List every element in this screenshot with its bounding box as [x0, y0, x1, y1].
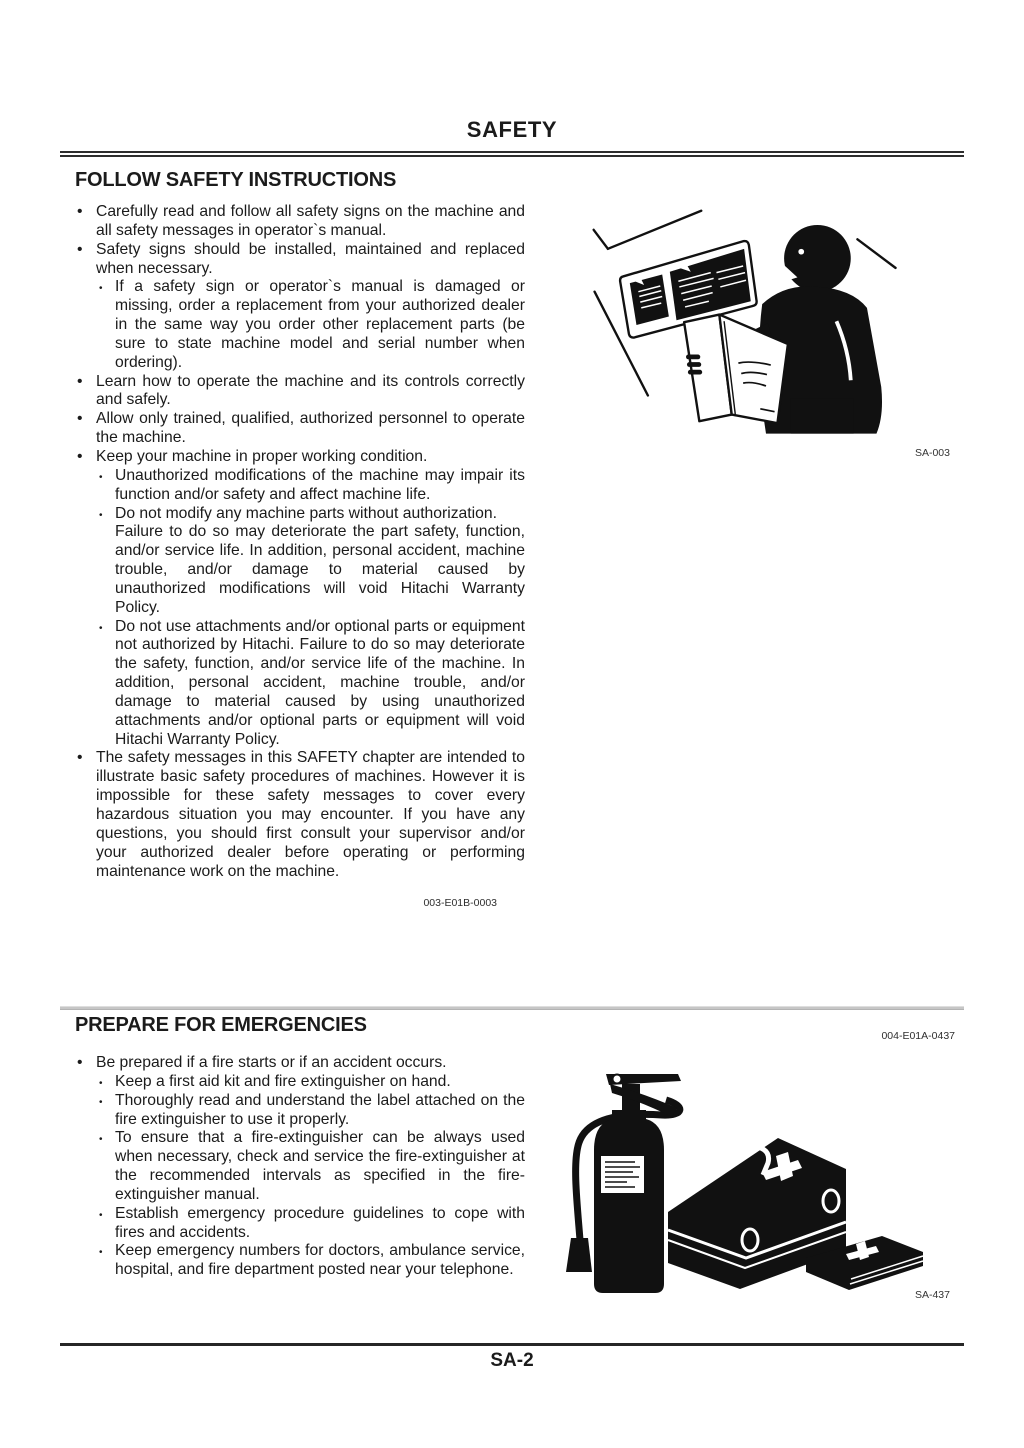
sub-bullet-icon: •: [99, 471, 103, 483]
list-item: [75, 203, 525, 241]
fire-extinguisher-first-aid-kit-illustration: [550, 1050, 990, 1330]
list-item: [75, 618, 525, 750]
list-item-text: To ensure that a fire-extinguisher can be always used when necessary, check and service the fire-extinguisher at the recommended intervals as specified in the fire-extinguisher manual.: [115, 1129, 525, 1203]
bullet-icon: •: [77, 240, 83, 258]
list-item-text: Unauthorized modifications of the machine may impair its function and/or safety and affect machine life.: [115, 466, 525, 503]
sub-bullet-icon: •: [99, 1247, 103, 1259]
bullet-icon: •: [77, 447, 83, 465]
section-reference-code: 004-E01A-0437: [881, 1030, 955, 1042]
list-item: [75, 1205, 525, 1243]
list-item-text: Carefully read and follow all safety signs on the machine and all safety messages in operator`s manual.: [96, 203, 525, 239]
list-item: [75, 749, 525, 881]
header-double-rule: [60, 151, 964, 157]
list-item: [75, 373, 525, 411]
list-item-text: The safety messages in this SAFETY chapter are intended to illustrate basic safety procedures of machines. However it is impossible for these safety messages to cover every hazardous situation you may encounter. If you have any questions, you should first consult your supervisor and/or your authorized dealer before operating or performing maintenance work on the machine.: [96, 749, 525, 880]
bullet-icon: •: [77, 410, 83, 428]
sub-bullet-icon: •: [99, 283, 103, 295]
list-item-text: Do not modify any machine parts without authorization.: [115, 504, 497, 522]
sub-bullet-icon: •: [99, 509, 103, 521]
list-item: [75, 505, 525, 618]
operator-reading-manual-illustration: [566, 182, 966, 449]
sub-bullet-icon: •: [99, 1134, 103, 1146]
list-item: [75, 241, 525, 279]
section-divider-rule: [60, 1006, 964, 1010]
extinguisher-body: [594, 1110, 664, 1293]
extinguisher-nozzle: [566, 1238, 592, 1272]
list-item-text: Allow only trained, qualified, authorized personnel to operate the machine.: [96, 410, 525, 447]
list-item-continuation: Failure to do so may deteriorate the part safety, function, and/or service life. In addition, personal accident, machine trouble, and/or damage to material caused by unauthorized modifications will void Hitachi Warranty Policy.: [115, 523, 525, 616]
fire-extinguisher: [566, 1074, 681, 1293]
list-item-text: Do not use attachments and/or optional parts or equipment not authorized by Hitachi. Failure to do so may deteriorate the safety, function, and/or service life of the machine. In addition, personal accident, machine trouble, and/or damage to material caused by using unauthorized attachments and/or optional parts or equipment will void Hitachi Warranty Policy.: [115, 617, 525, 748]
list-item: [75, 448, 525, 467]
section-reference-code: 003-E01B-0003: [423, 897, 497, 910]
list-item-text: Establish emergency procedure guidelines to cope with fires and accidents.: [115, 1204, 525, 1241]
section-heading: PREPARE FOR EMERGENCIES: [75, 1014, 367, 1036]
sub-bullet-icon: •: [99, 1209, 103, 1221]
list-item: [75, 467, 525, 505]
figure-caption: SA-003: [914, 447, 950, 459]
bullet-icon: •: [77, 372, 83, 390]
list-item-text: Learn how to operate the machine and its controls correctly and safely.: [96, 372, 525, 409]
list-item-text: Thoroughly read and understand the label attached on the fire extinguisher to use it properly.: [115, 1091, 525, 1128]
list-item: [75, 1092, 525, 1130]
list-item: [75, 1129, 525, 1204]
section-heading: FOLLOW SAFETY INSTRUCTIONS: [75, 169, 397, 191]
list-item-text: Be prepared if a fire starts or if an accident occurs.: [96, 1054, 447, 1071]
operator-eye: [798, 249, 804, 255]
bullet-icon: •: [77, 203, 83, 220]
operator-hand-fingers: [686, 355, 702, 375]
list-item: [75, 1054, 525, 1073]
bullet-icon: •: [77, 749, 83, 767]
page-title: SAFETY: [466, 117, 558, 142]
list-item-text: Keep a first aid kit and fire extinguisher on hand.: [115, 1072, 451, 1090]
list-item-text: If a safety sign or operator`s manual is damaged or missing, order a replacement from your authorized dealer in the same way you order other replacement parts (be sure to state machine model and serial number when ordering).: [115, 278, 525, 371]
sub-bullet-icon: •: [99, 622, 103, 634]
figure-caption: SA-437: [914, 1289, 950, 1301]
section-prepare-for-emergencies: [75, 1054, 525, 1280]
list-item-text: Keep your machine in proper working condition.: [96, 447, 428, 465]
list-item: [75, 278, 525, 372]
list-item: [75, 410, 525, 448]
bullet-icon: •: [77, 1054, 83, 1071]
sub-bullet-icon: •: [99, 1077, 103, 1089]
operator-head: [784, 225, 851, 292]
footer-rule: [60, 1343, 964, 1346]
list-item-text: Safety signs should be installed, maintained and replaced when necessary.: [96, 240, 525, 277]
sub-bullet-icon: •: [99, 1096, 103, 1108]
list-item: [75, 1242, 525, 1280]
extinguisher-pin: [613, 1075, 622, 1084]
section-follow-safety-instructions: [75, 168, 525, 913]
list-item: [75, 1073, 525, 1092]
list-item-text: Keep emergency numbers for doctors, ambulance service, hospital, and fire department posted near your telephone.: [115, 1242, 525, 1279]
page-number: SA-2: [490, 1350, 534, 1371]
